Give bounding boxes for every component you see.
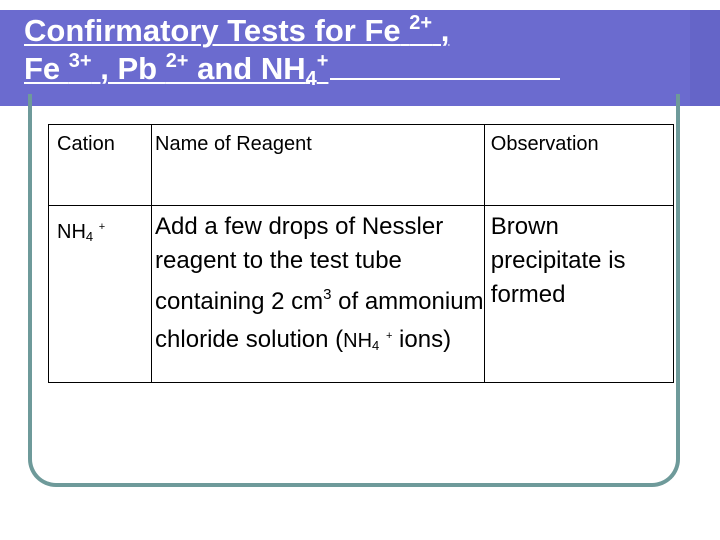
reagent-text: ions) — [392, 326, 452, 353]
header-cation: Cation — [49, 125, 152, 206]
cation-text: NH — [57, 221, 86, 243]
tests-table — [48, 124, 674, 383]
title-text: , — [432, 13, 450, 48]
title-line-1 — [24, 12, 664, 50]
cell-observation: Brown precipitate is formed — [484, 206, 673, 383]
title-line-2 — [24, 50, 664, 88]
title-superscript: 2+ — [409, 12, 433, 34]
cell-cation — [49, 206, 152, 383]
title-superscript: 2+ — [165, 50, 189, 72]
table-header-row — [49, 125, 674, 206]
cell-reagent — [152, 206, 485, 383]
header-observation: Observation — [484, 125, 673, 206]
reagent-ion-superscript: + — [385, 330, 393, 342]
title-subscript: 4 — [305, 68, 317, 90]
reagent-text: of ammonium chloride solution ( — [155, 288, 484, 353]
title-text: and NH — [188, 51, 306, 86]
reagent-ion: NH — [343, 330, 373, 352]
cation-superscript: + — [98, 221, 106, 233]
reagent-ion-subscript: 4 — [372, 338, 380, 353]
header-reagent: Name of Reagent — [152, 125, 485, 206]
title-text: , Pb — [91, 51, 166, 86]
reagent-text: Add a few drops of Nessler reagent to the test tube containing 2 cm — [155, 213, 444, 315]
title-superscript: + — [316, 50, 329, 72]
cation-subscript: 4 — [85, 229, 94, 244]
title-text: Fe — [24, 51, 69, 86]
title-bar-edge — [690, 10, 720, 106]
reagent-superscript: 3 — [323, 286, 332, 303]
title-underline — [330, 50, 560, 80]
title-text: Confirmatory Tests for Fe — [24, 13, 401, 48]
title-superscript: 3+ — [68, 50, 92, 72]
slide-title — [24, 12, 664, 88]
table-row — [49, 206, 674, 383]
